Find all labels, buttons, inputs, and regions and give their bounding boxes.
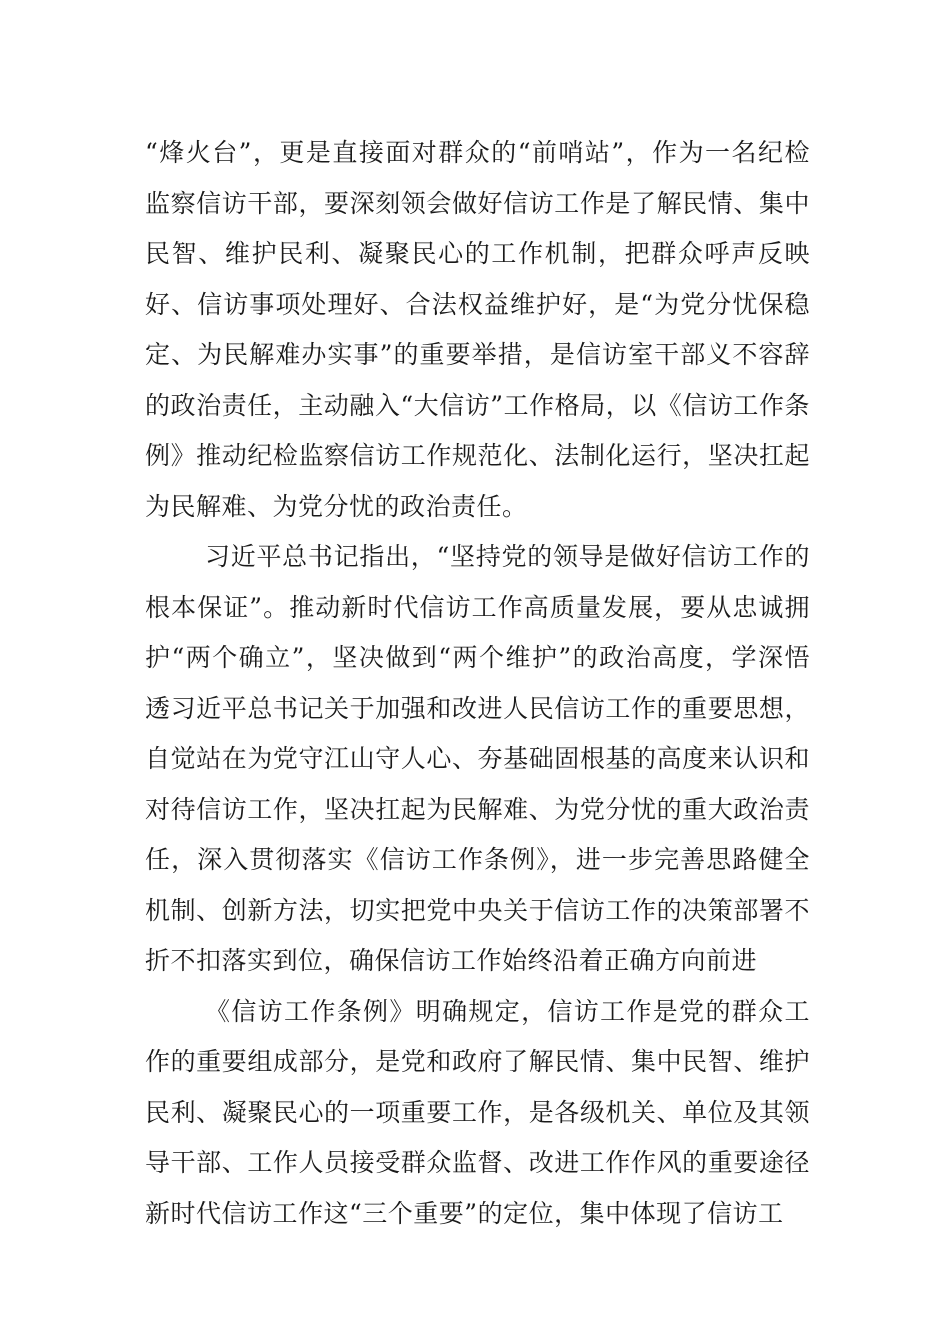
paragraph-1: “烽火台”，更是直接面对群众的“前哨站”，作为一名纪检监察信访干部，要深刻领会做好信访工作是了解民情、集中民智、维护民利、凝聚民心的工作机制，把群众呼声反映好、信访事项处理好、合法权益维护好，是“为党分忧保稳定、为民解难办实事”的重要举措，是信访室干部义不容辞的政治责任，主动融入“大信访”工作格局，以《信访工作条例》推动纪检监察信访工作规范化、法制化运行，坚决扛起为民解难、为党分忧的政治责任。 bbox=[145, 138, 810, 521]
paragraph-2: 习近平总书记指出，“坚持党的领导是做好信访工作的根本保证”。推动新时代信访工作高质量发展，要从忠诚拥护“两个确立”，坚决做到“两个维护”的政治高度，学深悟透习近平总书记关于加强和改进人民信访工作的重要思想，自觉站在为党守江山守人心、夯基础固根基的高度来认识和对待信访工作，坚决扛起为民解难、为党分忧的重大政治责任，深入贯彻落实《信访工作条例》，进一步完善思路健全机制、创新方法，切实把党中央关于信访工作的决策部署不折不扣落实到位，确保信访工作始终沿着正确方向前进 bbox=[145, 542, 810, 975]
document-body bbox=[145, 128, 810, 1239]
paragraph-3: 《信访工作条例》明确规定，信访工作是党的群众工作的重要组成部分，是党和政府了解民情、集中民智、维护民利、凝聚民心的一项重要工作，是各级机关、单位及其领导干部、工作人员接受群众监督、改进工作作风的重要途径新时代信访工作这“三个重要”的定位，集中体现了信访工 bbox=[145, 996, 810, 1228]
